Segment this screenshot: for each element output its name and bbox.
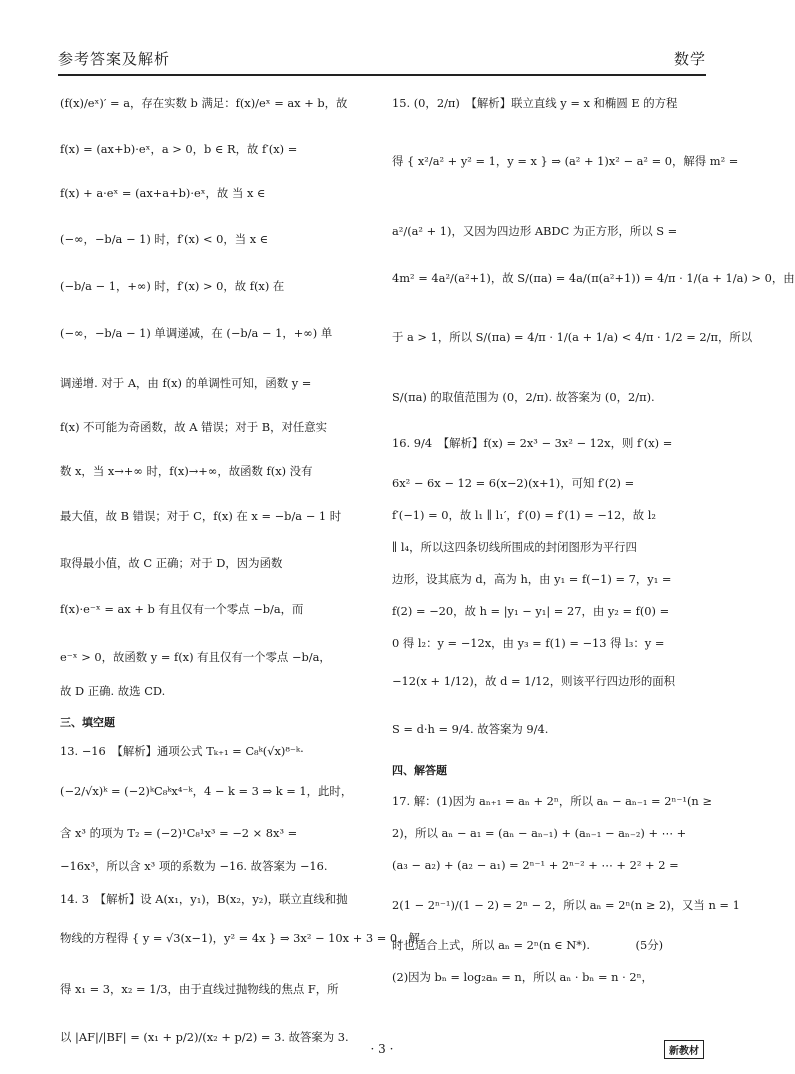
text-line: 于 a > 1，所以 S/(πa) = 4/π · 1/(a + 1/a) < 4/π · 1/2 = 2/π，所以 (392, 330, 753, 344)
edition-badge: 新教材 (664, 1040, 704, 1059)
text-line: f(x) 不可能为奇函数，故 A 错误；对于 B，对任意实 (60, 420, 328, 434)
header-subject: 数学 (673, 50, 706, 68)
text-line: 边形，设其底为 d，高为 h，由 y₁ = f(−1) = 7，y₁ = (392, 572, 672, 586)
text-line: (−∞，−b/a − 1) 单调递减，在 (−b/a − 1，+∞) 单 (60, 326, 333, 340)
text-line: 调递增. 对于 A，由 f(x) 的单调性可知，函数 y = (60, 376, 312, 390)
text-line: 14. 3 【解析】设 A(x₁，y₁)，B(x₂，y₂)，联立直线和抛 (60, 892, 348, 906)
text-line: 含 x³ 的项为 T₂ = (−2)¹C₈¹x³ = −2 × 8x³ = (60, 826, 298, 840)
text-line: e⁻ˣ > 0，故函数 y = f(x) 有且仅有一个零点 −b/a， (60, 650, 331, 664)
text-line: f(2) = −20，故 h = |y₁ − y₁| = 27，由 y₂ = f(0) = (392, 604, 670, 618)
text-line: 13. −16 【解析】通项公式 Tₖ₊₁ = C₈ᵏ(√x)⁸⁻ᵏ· (60, 744, 304, 758)
text-line: 6x² − 6x − 12 = 6(x−2)(x+1)，可知 f′(2) = (392, 476, 635, 490)
text-line: 取得最小值，故 C 正确；对于 D，因为函数 (60, 556, 283, 570)
text-line: 故 D 正确. 故选 CD. (60, 684, 166, 698)
text-line: −12(x + 1/12)，故 d = 1/12，则该平行四边形的面积 (392, 674, 676, 688)
section-heading-fill-in: 三、填空题 (60, 716, 115, 729)
text-line: −16x³，所以含 x³ 项的系数为 −16. 故答案为 −16. (60, 859, 328, 873)
text-line: f′(−1) = 0，故 l₁ ∥ l₁′，f′(0) = f′(1) = −12，故 l₂ (392, 508, 656, 522)
text-line: 数 x，当 x→+∞ 时，f(x)→+∞，故函数 f(x) 没有 (60, 464, 313, 478)
text-line: S/(πa) 的取值范围为 (0，2/π). 故答案为 (0，2/π). (392, 390, 655, 404)
text-line: 0 得 l₂：y = −12x，由 y₃ = f(1) = −13 得 l₃：y = (392, 636, 665, 650)
text-line: 4m² = 4a²/(a²+1)，故 S/(πa) = 4a/(π(a²+1)) = 4/π · 1/(a + 1/a) > 0，由 (392, 271, 795, 285)
text-line: f(x)·e⁻ˣ = ax + b 有且仅有一个零点 −b/a，而 (60, 602, 304, 616)
text-line: 时也适合上式，所以 aₙ = 2ⁿ(n ∈ N*). (5分) (392, 938, 664, 952)
text-line: 15. (0，2/π) 【解析】联立直线 y = x 和椭圆 E 的方程 (392, 96, 678, 110)
page-header (58, 44, 706, 76)
text-line: 2)，所以 aₙ − a₁ = (aₙ − aₙ₋₁) + (aₙ₋₁ − aₙ₋₂) + ⋯ + (392, 826, 687, 840)
text-line: 16. 9/4 【解析】f(x) = 2x³ − 3x² − 12x，则 f′(x) = (392, 436, 673, 450)
text-line: (a₃ − a₂) + (a₂ − a₁) = 2ⁿ⁻¹ + 2ⁿ⁻² + ⋯ + 2² + 2 = (392, 858, 679, 872)
text-line: (−2/√x)ᵏ = (−2)ᵏC₈ᵏx⁴⁻ᵏ，4 − k = 3 ⇒ k = 1，此时， (60, 784, 353, 798)
text-line: (f(x)/eˣ)′ = a，存在实数 b 满足：f(x)/eˣ = ax + b，故 (60, 96, 348, 110)
text-line: 以 |AF|/|BF| = (x₁ + p/2)/(x₂ + p/2) = 3. 故答案为 3. (60, 1030, 349, 1044)
text-line: (−∞，−b/a − 1) 时，f′(x) < 0，当 x ∈ (60, 232, 269, 246)
header-title: 参考答案及解析 (58, 50, 171, 68)
text-line: (−b/a − 1，+∞) 时，f′(x) > 0，故 f(x) 在 (60, 279, 285, 293)
text-line: 得 { x²/a² + y² = 1，y = x } ⇒ (a² + 1)x² − a² = 0，解得 m² = (392, 154, 739, 168)
text-line: a²/(a² + 1)，又因为四边形 ABDC 为正方形，所以 S = (392, 224, 678, 238)
text-line: 最大值，故 B 错误；对于 C，f(x) 在 x = −b/a − 1 时 (60, 509, 342, 523)
text-line: 得 x₁ = 3，x₂ = 1/3，由于直线过抛物线的焦点 F，所 (60, 982, 339, 996)
section-heading-solutions: 四、解答题 (392, 764, 447, 777)
text-line: 物线的方程得 { y = √3(x−1)，y² = 4x } ⇒ 3x² − 10x + 3 = 0，解 (60, 931, 420, 945)
text-line: ∥ l₄，所以这四条切线所围成的封闭图形为平行四 (392, 540, 637, 554)
page-number: · 3 · (370, 1042, 394, 1056)
text-line: 17. 解：(1)因为 aₙ₊₁ = aₙ + 2ⁿ，所以 aₙ − aₙ₋₁ = 2ⁿ⁻¹(n ≥ (392, 794, 712, 808)
text-line: f(x) + a·eˣ = (ax+a+b)·eˣ，故 当 x ∈ (60, 186, 266, 200)
text-line: S = d·h = 9/4. 故答案为 9/4. (392, 722, 549, 736)
text-line: (2)因为 bₙ = log₂aₙ = n，所以 aₙ · bₙ = n · 2ⁿ， (392, 970, 653, 984)
text-line: f(x) = (ax+b)·eˣ，a > 0，b ∈ R，故 f′(x) = (60, 142, 298, 156)
text-line: 2(1 − 2ⁿ⁻¹)/(1 − 2) = 2ⁿ − 2，所以 aₙ = 2ⁿ(n ≥ 2)，又当 n = 1 (392, 898, 740, 912)
